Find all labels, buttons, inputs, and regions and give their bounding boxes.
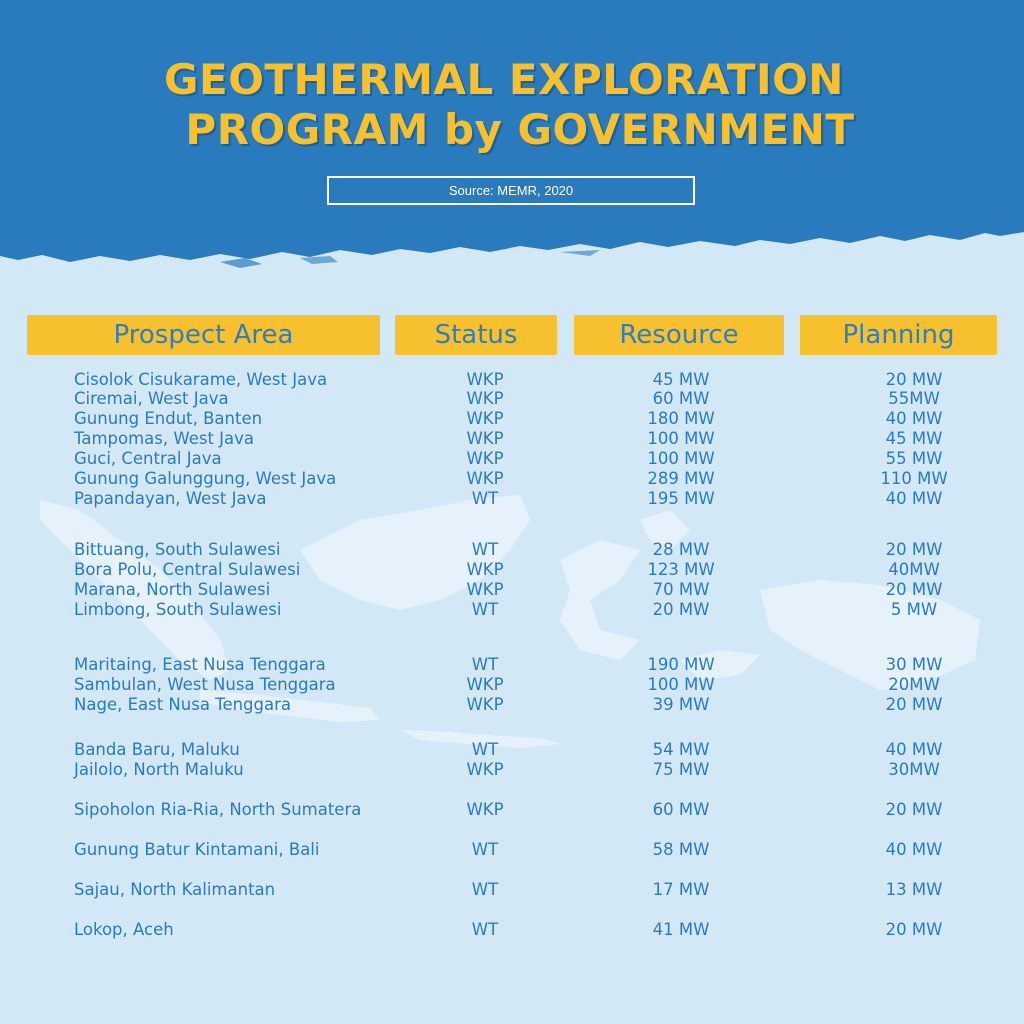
cell-resource: 180 MW [647,409,715,428]
cell-status: WKP [466,409,504,428]
cell-status: WT [471,880,499,899]
cell-planning: 20 MW [885,920,943,939]
cell-area: Banda Baru, Maluku [74,740,240,759]
cell-resource: 58 MW [652,840,710,859]
cell-status: WKP [466,429,504,448]
cell-status: WKP [466,675,504,694]
cell-status: WKP [466,580,504,599]
cell-resource: 45 MW [652,370,710,389]
cell-resource: 39 MW [652,695,710,714]
cell-area: Nage, East Nusa Tenggara [74,695,292,714]
cell-resource: 17 MW [652,880,710,899]
cell-planning: 40 MW [885,740,943,759]
cell-resource: 41 MW [652,920,710,939]
cell-planning: 30 MW [885,655,943,674]
title-line-1: GEOTHERMAL EXPLORATION [164,55,844,104]
cell-resource: 60 MW [652,389,710,408]
cell-area: Jailolo, North Maluku [74,760,244,779]
cell-status: WT [471,655,499,674]
cell-planning: 40 MW [885,489,943,508]
cell-area: Lokop, Aceh [74,920,174,939]
cell-area: Cisolok Cisukarame, West Java [74,370,328,389]
title-line-2: PROGRAM by GOVERNMENT [185,105,855,154]
cell-area: Gunung Galunggung, West Java [74,469,337,488]
cell-resource: 100 MW [647,449,715,468]
cell-status: WKP [466,560,504,579]
source-label: Source: MEMR, 2020 [327,176,695,205]
cell-resource: 54 MW [652,740,710,759]
header-prospect-area: Prospect Area [27,315,380,355]
cell-resource: 289 MW [647,469,715,488]
cell-resource: 190 MW [647,655,715,674]
cell-planning: 45 MW [885,429,943,448]
cell-area: Bora Polu, Central Sulawesi [74,560,301,579]
cell-planning: 20 MW [885,370,943,389]
cell-planning: 55MW [888,389,940,408]
cell-area: Sipoholon Ria-Ria, North Sumatera [74,800,362,819]
cell-status: WT [471,540,499,559]
cell-planning: 20MW [888,675,940,694]
cell-area: Papandayan, West Java [74,489,267,508]
cell-planning: 20 MW [885,695,943,714]
cell-resource: 100 MW [647,429,715,448]
cell-area: Ciremai, West Java [74,389,229,408]
cell-status: WKP [466,370,504,389]
cell-planning: 30MW [888,760,940,779]
cell-planning: 5 MW [890,600,938,619]
cell-planning: 13 MW [885,880,943,899]
cell-area: Gunung Endut, Banten [74,409,263,428]
cell-status: WKP [466,760,504,779]
cell-resource: 60 MW [652,800,710,819]
cell-area: Limbong, South Sulawesi [74,600,282,619]
cell-status: WKP [466,449,504,468]
cell-resource: 20 MW [652,600,710,619]
cell-status: WT [471,840,499,859]
cell-area: Guci, Central Java [74,449,222,468]
cell-status: WT [471,920,499,939]
cell-planning: 20 MW [885,540,943,559]
cell-resource: 123 MW [647,560,715,579]
header-planning: Planning [800,315,997,355]
header-resource: Resource [574,315,784,355]
header-status: Status [395,315,557,355]
cell-area: Tampomas, West Java [74,429,255,448]
cell-resource: 195 MW [647,489,715,508]
cell-resource: 75 MW [652,760,710,779]
cell-area: Marana, North Sulawesi [74,580,271,599]
cell-status: WKP [466,800,504,819]
cell-status: WT [471,600,499,619]
cell-planning: 40 MW [885,409,943,428]
cell-area: Bittuang, South Sulawesi [74,540,281,559]
cell-status: WT [471,740,499,759]
cell-resource: 70 MW [652,580,710,599]
cell-status: WKP [466,695,504,714]
cell-planning: 20 MW [885,800,943,819]
cell-planning: 40MW [888,560,940,579]
cell-resource: 100 MW [647,675,715,694]
cell-planning: 110 MW [880,469,948,488]
cell-planning: 40 MW [885,840,943,859]
cell-area: Sambulan, West Nusa Tenggara [74,675,336,694]
cell-resource: 28 MW [652,540,710,559]
cell-area: Gunung Batur Kintamani, Bali [74,840,320,859]
cell-status: WKP [466,389,504,408]
cell-area: Sajau, North Kalimantan [74,880,276,899]
cell-status: WKP [466,469,504,488]
cell-planning: 55 MW [885,449,943,468]
cell-planning: 20 MW [885,580,943,599]
cell-status: WT [471,489,499,508]
cell-area: Maritaing, East Nusa Tenggara [74,655,326,674]
